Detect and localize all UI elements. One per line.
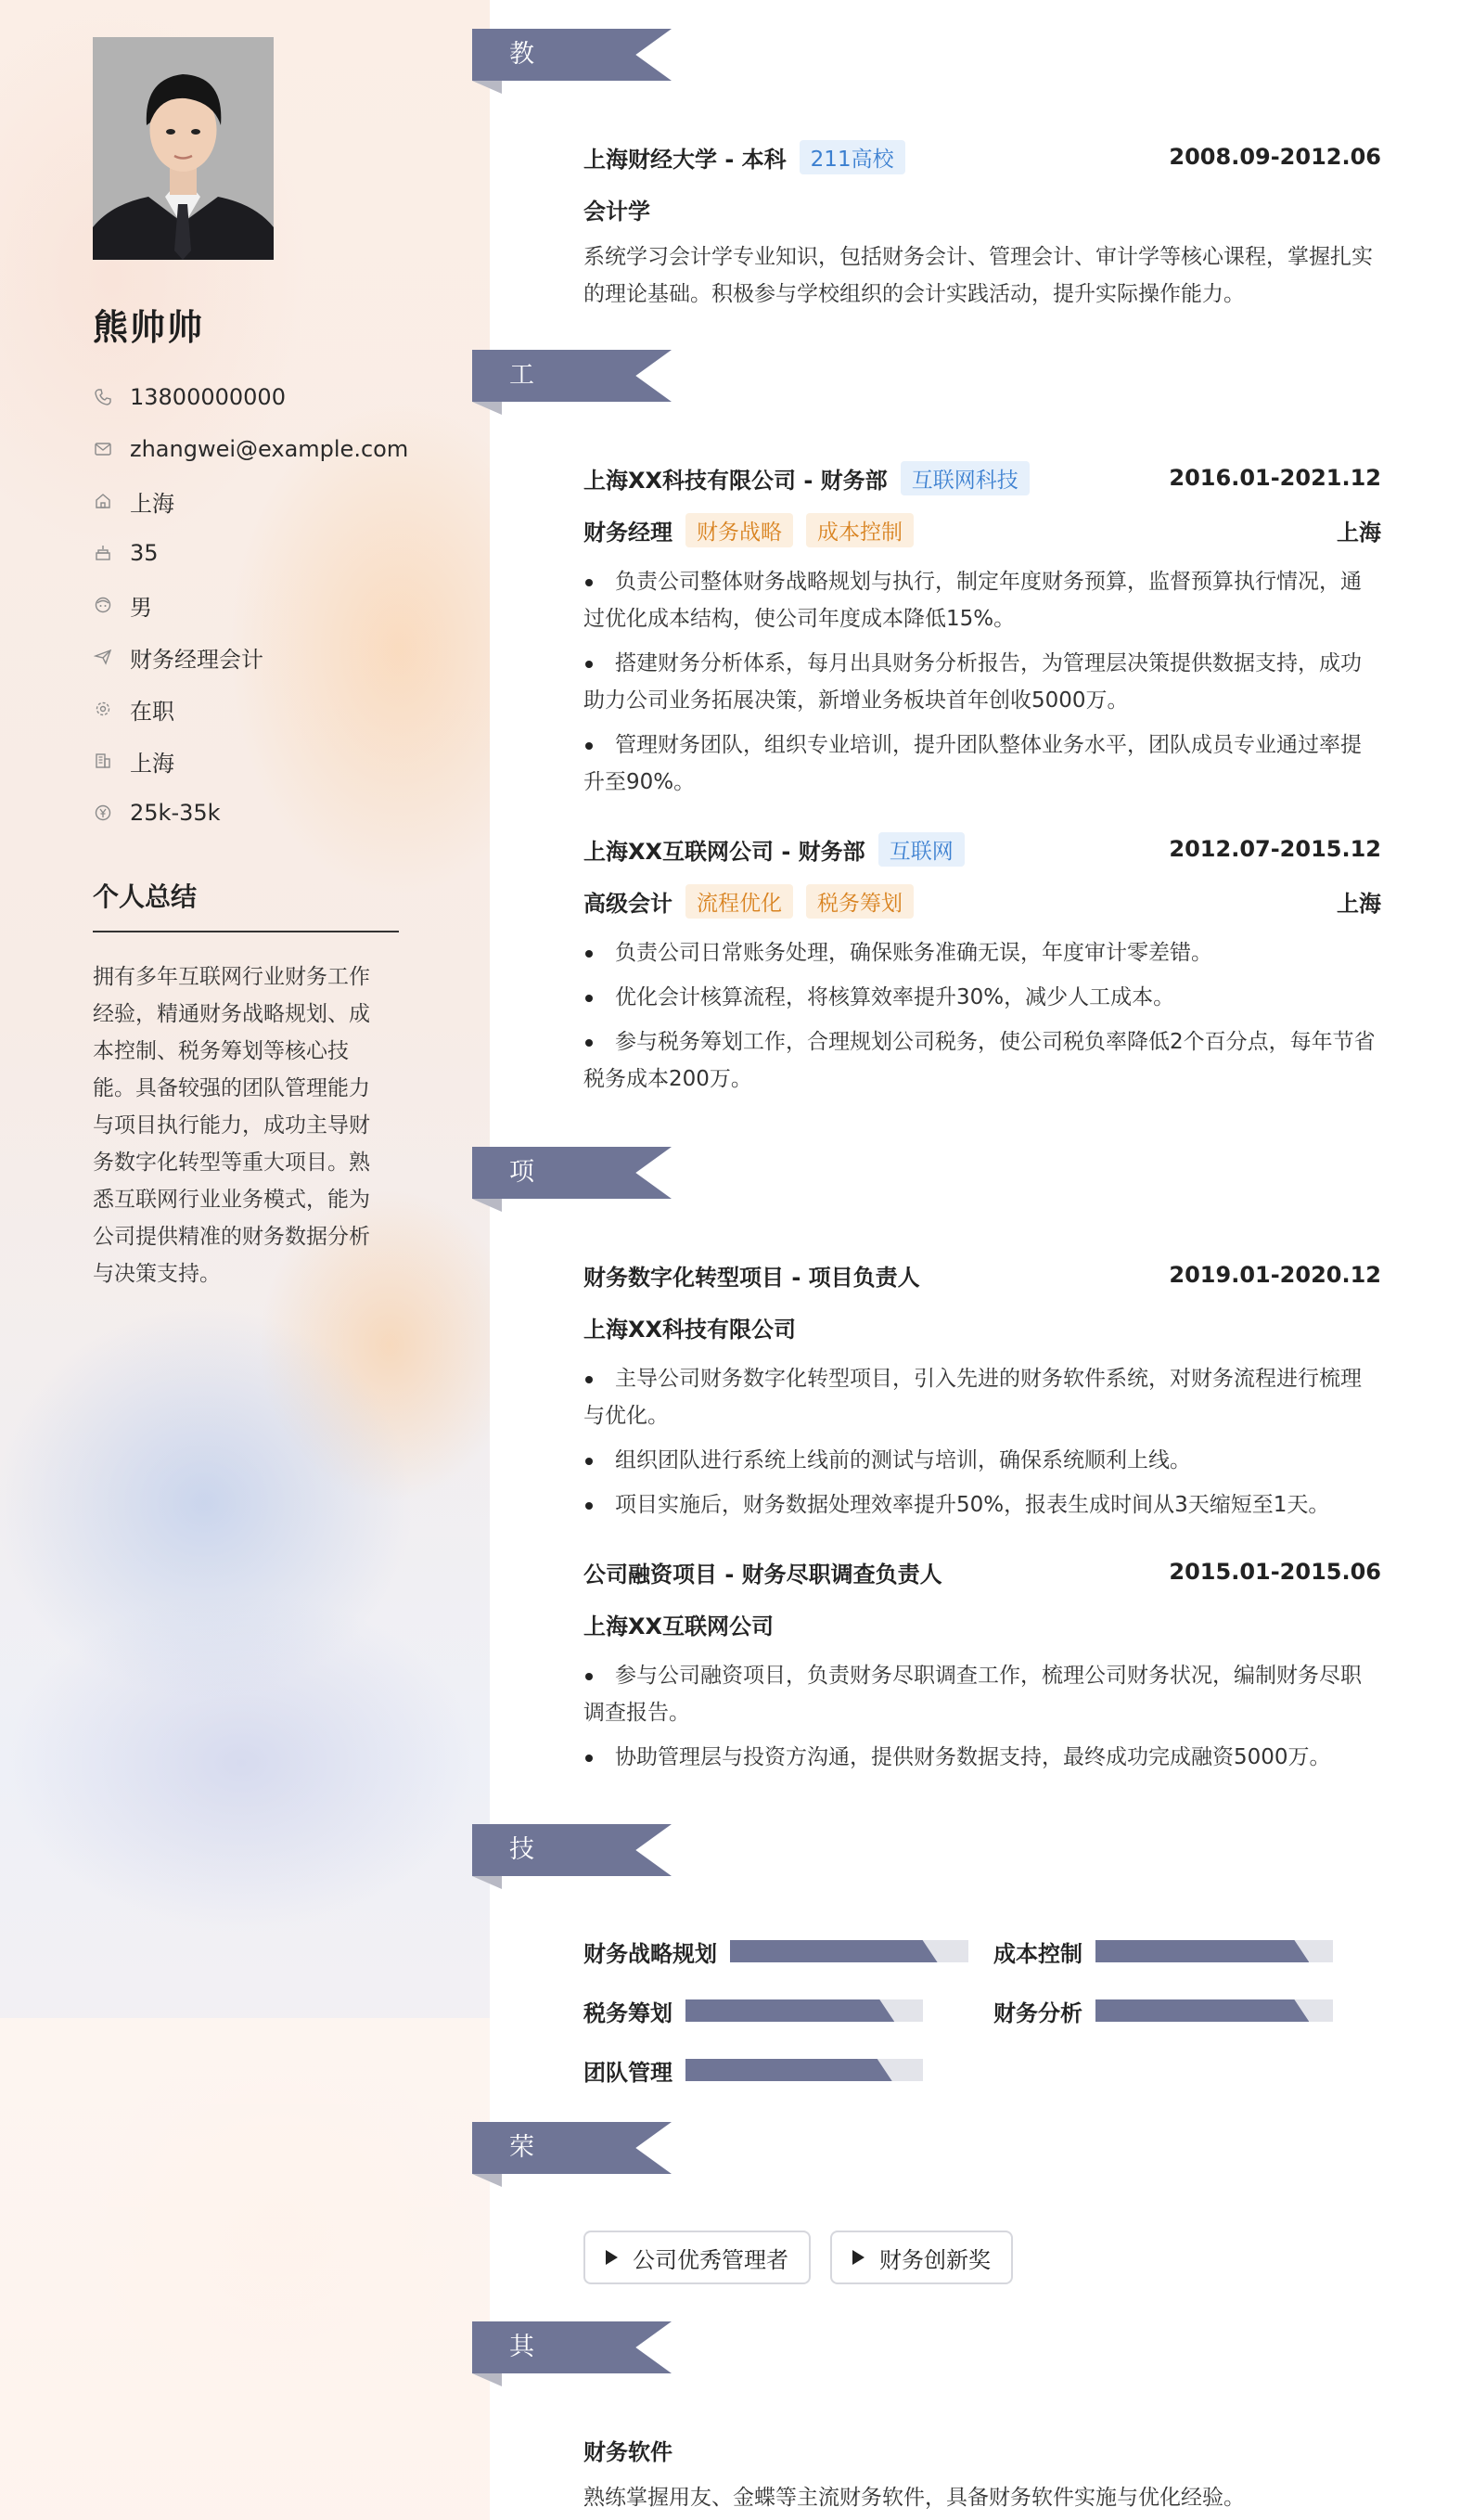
award-label: 财务创新奖 — [879, 2246, 991, 2273]
skill-bar — [730, 1940, 968, 1962]
work-date: 2016.01-2021.12 — [1169, 465, 1381, 491]
skill-bar-fill — [1095, 1999, 1309, 2022]
project-entry-1 — [583, 1249, 1381, 1524]
other-desc: 熟练掌握用友、金蝶等主流财务软件，具备财务软件实施与优化经验。 — [583, 2486, 1245, 2510]
email-text: zhangwei@example.com — [130, 436, 409, 462]
status-text: 在职 — [130, 698, 174, 725]
skill-bar — [1095, 1940, 1333, 1962]
city-text: 上海 — [130, 750, 174, 777]
skill-bar-fill — [685, 1999, 894, 2022]
education-entry — [583, 131, 1381, 313]
section-tab — [472, 350, 672, 402]
role-tag: 财务战略 — [685, 513, 793, 547]
education-date: 2008.09-2012.06 — [1169, 144, 1381, 170]
skill-name: 财务战略规划 — [583, 1940, 717, 1967]
skill-name: 财务分析 — [993, 1999, 1082, 2026]
work-company: 上海XX科技有限公司 - 财务部 — [583, 467, 888, 494]
section-tab — [472, 29, 672, 81]
list-item: 负责公司整体财务战略规划与执行，制定年度财务预算，监督预算执行情况，通过优化成本结构，使公司年度成本降低15%。 — [583, 563, 1381, 637]
status-icon — [93, 699, 113, 719]
section-work-title: 工作经历 — [509, 361, 535, 546]
project-entry-2 — [583, 1546, 1381, 1776]
play-icon — [852, 2250, 865, 2265]
skill-bar — [685, 2059, 923, 2081]
summary-title: 个人总结 — [93, 877, 399, 932]
school-tag: 211高校 — [800, 140, 905, 174]
section-awards-title: 荣誉奖项 — [509, 2133, 535, 2318]
list-item: 负责公司日常账务处理，确保账务准确无误，年度审计零差错。 — [583, 934, 1381, 971]
list-item: 项目实施后，财务数据处理效率提升50%，报表生成时间从3天缩短至1天。 — [583, 1486, 1381, 1524]
work-date: 2012.07-2015.12 — [1169, 836, 1381, 862]
work-entry-2 — [583, 823, 1381, 1098]
salary-icon — [93, 803, 113, 823]
info-location — [93, 475, 464, 527]
info-status — [93, 683, 464, 735]
project-company: 上海XX科技有限公司 — [583, 1316, 797, 1343]
skill-bar-fill — [730, 1940, 938, 1962]
skill-name: 税务筹划 — [583, 1999, 672, 2026]
sidebar-background — [0, 2018, 490, 2520]
info-gender — [93, 579, 464, 631]
section-other-title: 其他信息 — [509, 2333, 535, 2517]
list-item: 管理财务团队，组织专业培训，提升团队整体业务水平，团队成员专业通过率提升至90%。 — [583, 726, 1381, 801]
skill-item — [993, 1933, 1333, 1970]
info-position — [93, 631, 464, 683]
list-item: 搭建财务分析体系，每月出具财务分析报告，为管理层决策提供数据支持，成功助力公司业务拓展决策，新增业务板块首年创收5000万。 — [583, 645, 1381, 719]
work-city: 上海 — [1337, 519, 1381, 546]
education-desc: 系统学习会计学专业知识，包括财务会计、管理会计、审计学等核心课程，掌握扎实的理论基础。积极参与学校组织的会计实践活动，提升实际操作能力。 — [583, 245, 1373, 306]
work-bullets — [583, 934, 1381, 1098]
work-industry-tag: 互联网 — [878, 832, 965, 867]
work-role: 高级会计 — [583, 890, 672, 917]
list-item: 参与公司融资项目，负责财务尽职调查工作，梳理公司财务状况，编制财务尽职调查报告。 — [583, 1657, 1381, 1731]
list-item: 参与税务筹划工作，合理规划公司税务，使公司税负率降低2个百分点，每年节省税务成本200万。 — [583, 1023, 1381, 1098]
skill-bar — [1095, 1999, 1333, 2022]
avatar — [93, 37, 274, 260]
skill-name: 团队管理 — [583, 2059, 672, 2086]
skill-bar-fill — [685, 2059, 892, 2081]
play-icon — [606, 2250, 618, 2265]
project-date: 2019.01-2020.12 — [1169, 1262, 1381, 1288]
section-tab — [472, 1147, 672, 1199]
project-title: 财务数字化转型项目 - 项目负责人 — [583, 1264, 920, 1291]
skill-item — [583, 2051, 923, 2089]
info-salary — [93, 787, 464, 839]
skill-item — [993, 1992, 1333, 2029]
info-phone — [93, 371, 464, 423]
award-label: 公司优秀管理者 — [633, 2246, 788, 2273]
section-tab — [472, 2122, 672, 2174]
role-tag: 流程优化 — [685, 884, 793, 919]
skill-name: 成本控制 — [993, 1940, 1082, 1967]
award-chip — [830, 2231, 1013, 2284]
cake-icon — [93, 543, 113, 563]
work-role: 财务经理 — [583, 519, 672, 546]
school-name: 上海财经大学 - 本科 — [583, 146, 787, 173]
phone-icon — [93, 387, 113, 407]
list-item: 主导公司财务数字化转型项目，引入先进的财务软件系统，对财务流程进行梳理与优化。 — [583, 1360, 1381, 1434]
info-email — [93, 423, 464, 475]
location-text: 上海 — [130, 490, 174, 517]
contact-info — [93, 371, 464, 839]
list-item: 协助管理层与投资方沟通，提供财务数据支持，最终成功完成融资5000万。 — [583, 1739, 1381, 1776]
project-bullets — [583, 1657, 1381, 1776]
candidate-name: 熊帅帅 — [93, 307, 205, 348]
home-icon — [93, 491, 113, 511]
summary-text: 拥有多年互联网行业财务工作经验，精通财务战略规划、成本控制、税务筹划等核心技能。具备较强的团队管理能力与项目执行能力，成功主导财务数字化转型等重大项目。熟悉互联网行业业务模式，能为公司提供精准的财务数据分析与决策支持。 — [93, 965, 370, 1286]
project-bullets — [583, 1360, 1381, 1524]
work-entry-1 — [583, 452, 1381, 801]
work-bullets — [583, 563, 1381, 801]
list-item: 优化会计核算流程，将核算效率提升30%，减少人工成本。 — [583, 979, 1381, 1016]
skill-item — [583, 1992, 923, 2029]
other-entry — [583, 2424, 1381, 2516]
mail-icon — [93, 439, 113, 459]
send-icon — [93, 647, 113, 667]
skill-item — [583, 1933, 968, 1970]
work-company: 上海XX互联网公司 - 财务部 — [583, 838, 865, 865]
skill-bar-fill — [1095, 1940, 1309, 1962]
work-city: 上海 — [1337, 890, 1381, 917]
role-tag: 成本控制 — [806, 513, 914, 547]
list-item: 组织团队进行系统上线前的测试与培训，确保系统顺利上线。 — [583, 1442, 1381, 1479]
gender-text: 男 — [130, 594, 152, 621]
sidebar — [0, 0, 490, 2520]
gender-icon — [93, 595, 113, 615]
major: 会计学 — [583, 198, 650, 225]
section-project-title: 项目经历 — [509, 1158, 535, 1343]
other-title: 财务软件 — [583, 2438, 672, 2465]
section-education-title: 教育经历 — [509, 40, 535, 225]
section-tab — [472, 1824, 672, 1876]
info-age — [93, 527, 464, 579]
phone-text: 13800000000 — [130, 384, 286, 410]
salary-text: 25k-35k — [130, 800, 221, 826]
age-text: 35 — [130, 540, 159, 566]
work-industry-tag: 互联网科技 — [901, 461, 1030, 495]
project-company: 上海XX互联网公司 — [583, 1613, 775, 1639]
project-date: 2015.01-2015.06 — [1169, 1559, 1381, 1585]
position-text: 财务经理会计 — [130, 646, 263, 673]
project-title: 公司融资项目 - 财务尽职调查负责人 — [583, 1561, 942, 1588]
section-tab — [472, 2321, 672, 2373]
award-chip — [583, 2231, 811, 2284]
info-city — [93, 735, 464, 787]
section-skills-title: 技能专长 — [509, 1835, 535, 2020]
building-icon — [93, 751, 113, 771]
skill-bar — [685, 1999, 923, 2022]
role-tag: 税务筹划 — [806, 884, 914, 919]
